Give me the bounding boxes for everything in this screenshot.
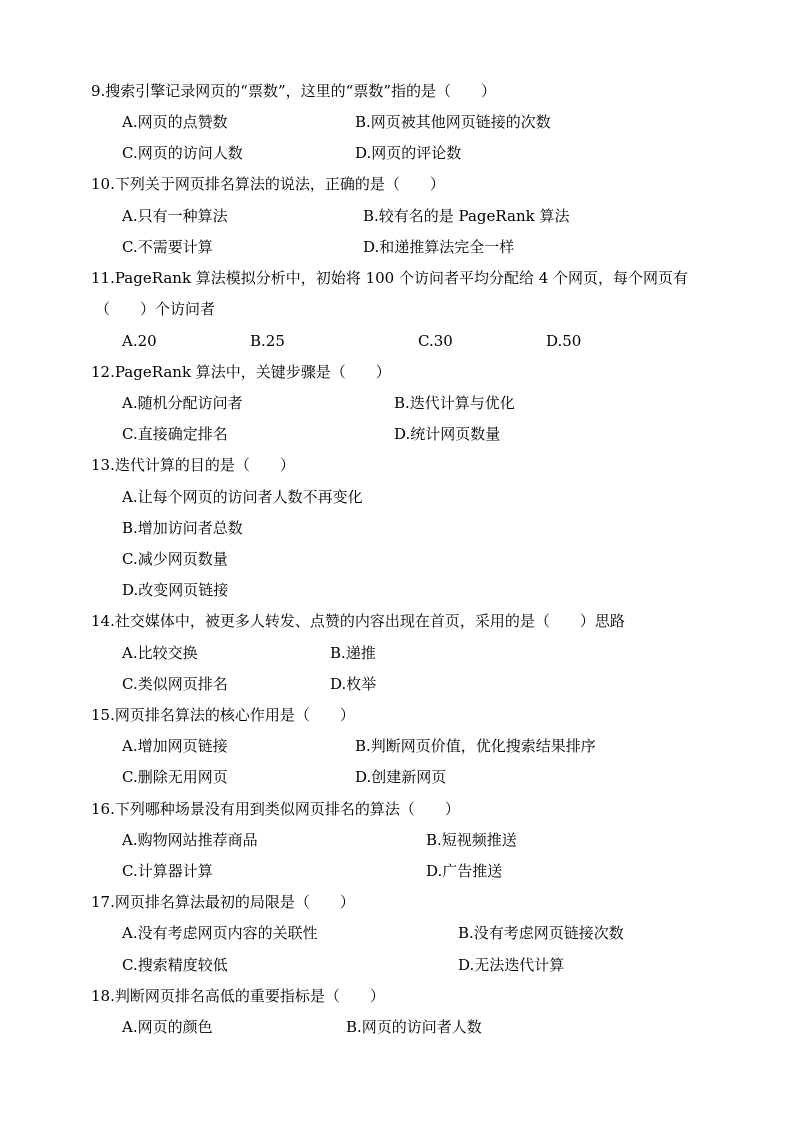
question-10-option-c: C.不需要计算 [122, 238, 213, 256]
question-14-option-a: A.比较交换 [122, 644, 198, 662]
question-10-option-d: D.和递推算法完全一样 [363, 238, 515, 256]
question-13-option-c: C.减少网页数量 [122, 550, 228, 568]
question-17-option-b: B.没有考虑网页链接次数 [458, 924, 624, 942]
question-13-stem: 13.迭代计算的目的是（ ） [91, 456, 295, 474]
question-11-stem: 11.PageRank 算法模拟分析中，初始将 100 个访问者平均分配给 4 个网页，每个网页有 [91, 269, 689, 287]
question-15-option-d: D.创建新网页 [355, 768, 447, 786]
question-12-option-a: A.随机分配访问者 [122, 394, 243, 412]
question-14-stem: 14.社交媒体中，被更多人转发、点赞的内容出现在首页，采用的是（ ）思路 [91, 612, 625, 630]
question-9-option-c: C.网页的访问人数 [122, 144, 243, 162]
question-13-option-a: A.让每个网页的访问者人数不再变化 [122, 488, 363, 506]
question-16-option-a: A.购物网站推荐商品 [122, 831, 258, 849]
question-15-option-b: B.判断网页价值，优化搜索结果排序 [355, 737, 596, 755]
question-17-option-c: C.搜索精度较低 [122, 956, 228, 974]
question-10-option-a: A.只有一种算法 [122, 207, 228, 225]
question-13-option-b: B.增加访问者总数 [122, 519, 243, 537]
question-11-option-c: C.30 [418, 332, 453, 350]
question-15-option-c: C.删除无用网页 [122, 768, 228, 786]
question-11-option-a: A.20 [122, 332, 157, 350]
question-18-option-b: B.网页的访问者人数 [346, 1018, 482, 1036]
question-18-option-a: A.网页的颜色 [122, 1018, 213, 1036]
question-10-option-b: B.较有名的是 PageRank 算法 [363, 207, 570, 225]
question-11-option-d: D.50 [546, 332, 582, 350]
question-9-option-d: D.网页的评论数 [355, 144, 462, 162]
question-15-option-a: A.增加网页链接 [122, 737, 228, 755]
question-14-option-c: C.类似网页排名 [122, 675, 228, 693]
question-16-option-b: B.短视频推送 [426, 831, 517, 849]
question-14-option-d: D.枚举 [330, 675, 377, 693]
question-11-option-b: B.25 [250, 332, 285, 350]
question-12-option-d: D.统计网页数量 [394, 425, 501, 443]
question-12-option-b: B.迭代计算与优化 [394, 394, 515, 412]
question-12-option-c: C.直接确定排名 [122, 425, 228, 443]
question-13-option-d: D.改变网页链接 [122, 581, 229, 599]
question-9-option-a: A.网页的点赞数 [122, 113, 228, 131]
question-9-option-b: B.网页被其他网页链接的次数 [355, 113, 551, 131]
question-10-stem: 10.下列关于网页排名算法的说法，正确的是（ ） [91, 175, 445, 193]
question-15-stem: 15.网页排名算法的核心作用是（ ） [91, 706, 355, 724]
question-17-option-a: A.没有考虑网页内容的关联性 [122, 924, 318, 942]
question-16-option-c: C.计算器计算 [122, 862, 213, 880]
question-17-option-d: D.无法迭代计算 [458, 956, 565, 974]
question-11-stem-continued: （ ）个访问者 [95, 300, 216, 318]
question-12-stem: 12.PageRank 算法中，关键步骤是（ ） [91, 363, 391, 381]
question-16-option-d: D.广告推送 [426, 862, 503, 880]
question-18-stem: 18.判断网页排名高低的重要指标是（ ） [91, 987, 385, 1005]
question-9-stem: 9.搜索引擎记录网页的“票数”，这里的“票数”指的是（ ） [91, 82, 496, 100]
question-17-stem: 17.网页排名算法最初的局限是（ ） [91, 893, 355, 911]
question-14-option-b: B.递推 [330, 644, 376, 662]
question-16-stem: 16.下列哪种场景没有用到类似网页排名的算法（ ） [91, 800, 460, 818]
